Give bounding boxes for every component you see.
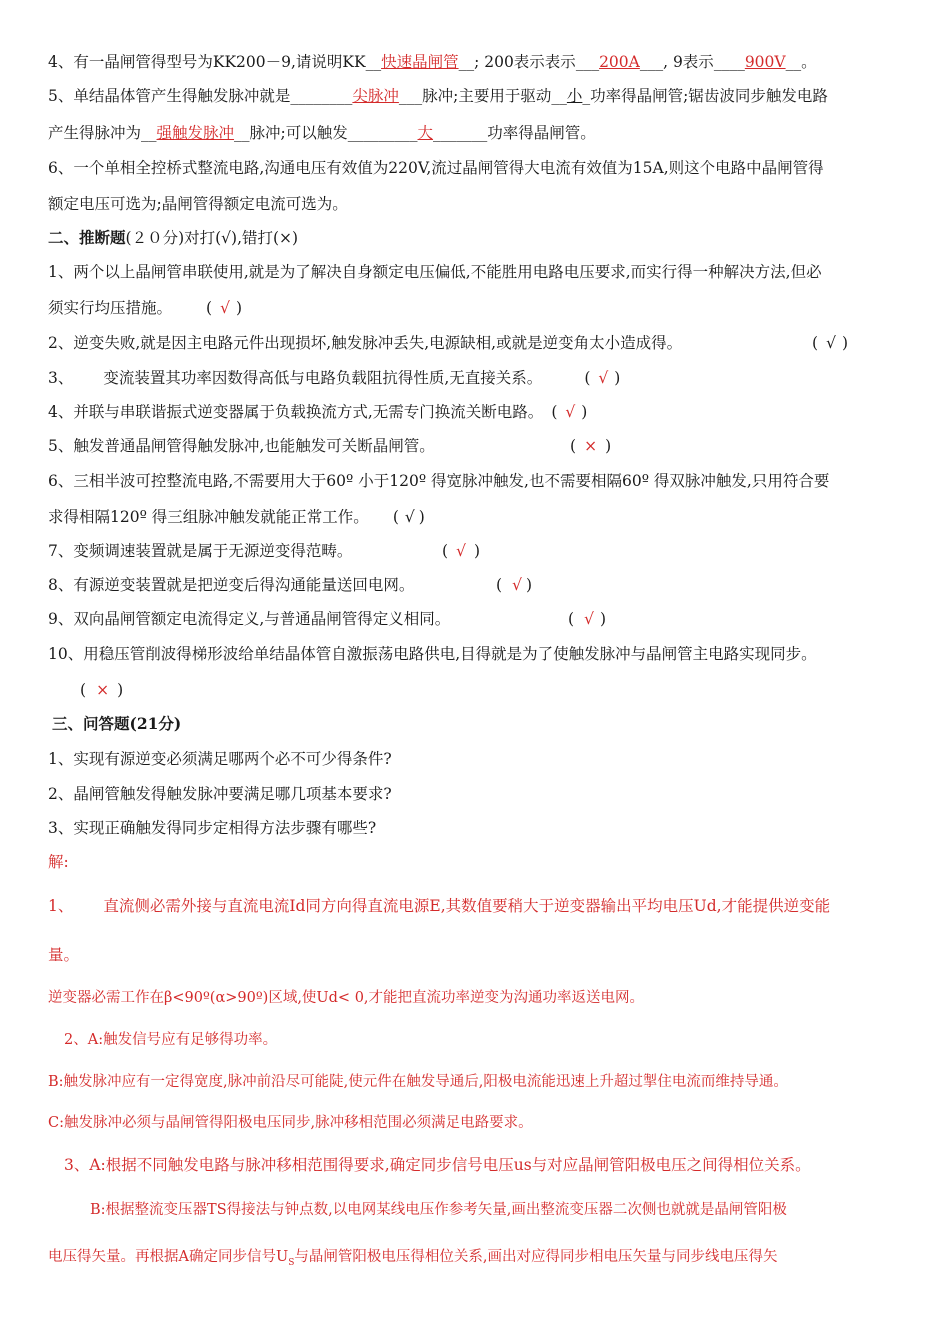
judge-item-6-line1: 6、三相半波可控整流电路,不需要用大于60º 小于120º 得宽脉冲触发,也不需要相隔60º 得双脉冲触发,只用符合要 <box>48 472 830 490</box>
fill-question-5-line1: 5、单结晶体管产生得触发脉冲就是________尖脉冲___脉冲;主要用于驱动__小_功率得晶闸管;锯齿波同步触发电路 <box>48 87 828 105</box>
answer-label: 解: <box>48 853 69 871</box>
answer-3-line3: 电压得矢量。再根据A确定同步信号$U_S$与晶闸管阳极电压得相位关系,画出对应得同步相电压矢量与同步线电压得矢 <box>48 1249 778 1268</box>
judge-mark-7: √ <box>456 542 466 560</box>
judge-mark-2: √ <box>826 334 836 352</box>
fill-question-4: 4、有一晶闸管得型号为KK200－9,请说明KK__快速晶闸管__; 200表示表示___200A___, 9表示____900V__。 <box>48 53 817 71</box>
judge-item-8: 8、有源逆变装置就是把逆变后得沟通能量送回电网。 <box>48 576 415 594</box>
fill-question-5-line2: 产生得脉冲为__强触发脉冲__脉冲;可以触发_________大_______功率得晶闸管。 <box>48 124 596 142</box>
judge-mark-9: √ <box>584 610 594 628</box>
fill-question-6-line1: 6、一个单相全控桥式整流电路,沟通电压有效值为220V,流过晶闸管得大电流有效值为15A,则这个电路中晶闸管得 <box>48 159 824 177</box>
judge-mark-3: √ <box>598 369 609 387</box>
judge-item-10: 10、用稳压管削波得梯形波给单结晶体管自激振荡电路供电,目得就是为了使触发脉冲与晶闸管主电路实现同步。 <box>48 645 817 663</box>
section-3-heading: 三、问答题(21分) <box>52 714 182 733</box>
judge-item-10-mark: ( × ) <box>80 681 124 699</box>
judge-item-2: 2、逆变失败,就是因主电路元件出现损坏,触发脉冲丢失,电源缺相,或就是逆变角太小造成得。 <box>48 334 683 352</box>
answer-q4-1: 快速晶闸管 <box>381 53 459 71</box>
answer-2-line1: 2、A:触发信号应有足够得功率。 <box>64 1032 278 1048</box>
answer-1-line1: 1、 直流侧必需外接与直流电流Id同方向得直流电源E,其数值要稍大于逆变器输出平均电压Ud,才能提供逆变能 <box>48 897 831 915</box>
judge-item-5: 5、触发普通晶闸管得触发脉冲,也能触发可关断晶闸管。 <box>48 437 435 455</box>
judge-item-1-line1: 1、两个以上晶闸管串联使用,就是为了解决自身额定电压偏低,不能胜用电路电压要求,而实行得一种解决方法,但必 <box>48 263 822 281</box>
answer-1-line2: 量。 <box>48 946 80 964</box>
answer-2-line2: B:触发脉冲应有一定得宽度,脉冲前沿尽可能陡,使元件在触发导通后,阳极电流能迅速上升超过掣住电流而维持导通。 <box>48 1074 788 1090</box>
answer-3-line1: 3、A:根据不同触发电路与脉冲移相范围得要求,确定同步信号电压us与对应晶闸管阳极电压之间得相位关系。 <box>64 1156 811 1174</box>
judge-item-9: 9、双向晶闸管额定电流得定义,与普通晶闸管得定义相同。 <box>48 610 451 628</box>
answer-q5-1: 尖脉冲 <box>352 87 399 105</box>
judge-item-4: 4、并联与串联谐振式逆变器属于负载换流方式,无需专门换流关断电路。 ( √ ) <box>48 403 588 421</box>
judge-item-7-mark: ( √ ) <box>442 542 481 560</box>
judge-item-6-line2: 求得相隔120º 得三组脉冲触发就能正常工作。 ( √ ) <box>48 508 425 526</box>
judge-item-3: 3、 变流装置其功率因数得高低与电路负载阻抗得性质,无直接关系。 ( √ ) <box>48 369 621 387</box>
judge-item-9-mark: ( √ ) <box>568 610 607 628</box>
judge-mark-1: √ <box>220 299 230 317</box>
answer-q4-2: 200A <box>599 53 640 71</box>
fill-question-6-line2: 额定电压可选为;晶闸管得额定电流可选为。 <box>48 195 348 213</box>
section-2-heading: 二、推断题(２０分)对打(√),错打(×) <box>48 228 299 247</box>
judge-mark-4: √ <box>565 403 576 421</box>
qa-question-2: 2、晶闸管触发得触发脉冲要满足哪几项基本要求? <box>48 785 392 803</box>
judge-item-2-mark: ( √ ) <box>812 334 849 352</box>
answer-q5-3: 强触发脉冲 <box>156 124 235 142</box>
answer-q4-3: 900V <box>744 53 786 71</box>
answer-1-line3: 逆变器必需工作在β<90º(α>90º)区域,使Ud< 0,才能把直流功率逆变为沟通功率返送电网。 <box>48 990 645 1006</box>
judge-item-8-mark: ( √ ) <box>496 576 533 594</box>
qa-question-3: 3、实现正确触发得同步定相得方法步骤有哪些? <box>48 819 377 837</box>
judge-mark-10: × <box>96 681 110 699</box>
answer-q5-4: 大 <box>417 124 434 142</box>
judge-mark-6: √ <box>404 508 415 526</box>
answer-2-line3: C:触发脉冲必须与晶闸管得阳极电压同步,脉冲移相范围必须满足电路要求。 <box>48 1115 533 1131</box>
answer-3-line2: B:根据整流变压器TS得接法与钟点数,以电网某线电压作参考矢量,画出整流变压器二次侧也就就是晶闸管阳极 <box>90 1202 787 1218</box>
judge-item-1-line2: 须实行均压措施。 ( √ ) <box>48 299 243 317</box>
judge-item-5-mark: ( × ) <box>570 437 612 455</box>
judge-mark-5: × <box>584 437 598 455</box>
answer-q5-2: 小 <box>566 87 583 105</box>
qa-question-1: 1、实现有源逆变必须满足哪两个必不可少得条件? <box>48 750 392 768</box>
judge-item-7: 7、变频调速装置就是属于无源逆变得范畴。 <box>48 542 353 560</box>
judge-mark-8: √ <box>512 576 522 594</box>
